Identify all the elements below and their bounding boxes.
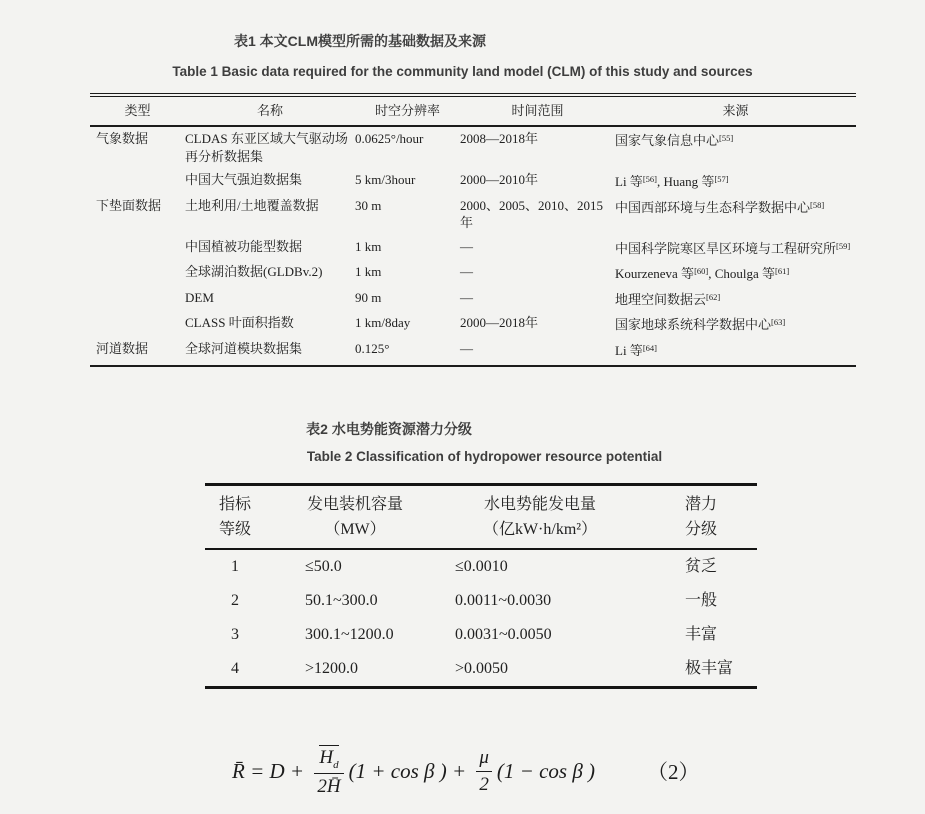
overline-hd: $H_d$ [319, 746, 339, 771]
table1-row [90, 194, 856, 235]
cell-resolution: 30 m [355, 197, 382, 213]
cell-period: 2000、2005、2010、2015年 [460, 197, 604, 230]
cell-resolution: 1 km [355, 238, 382, 254]
cell-grade: 丰富 [685, 626, 718, 643]
cell-period: — [460, 238, 473, 254]
table1-row [90, 126, 856, 168]
cell-grade: 贫乏 [685, 558, 718, 575]
table1-header-type: 类型 [90, 95, 185, 126]
table2-caption-zh: 表2 水电势能资源潜力分级 [306, 421, 472, 437]
cell-type [90, 235, 185, 261]
cell-resolution: 0.0625°/hour [355, 131, 424, 146]
table1-caption-en: Table 1 Basic data required for the community land model (CLM) of this study and sources [172, 64, 753, 79]
table1 [90, 93, 856, 367]
cell-capacity: 50.1~300.0 [305, 592, 378, 609]
table2-header-row [205, 485, 757, 550]
cell-type [90, 311, 185, 337]
cell-name: 全球河道模块数据集 [185, 337, 355, 367]
cell-resolution: 0.125° [355, 337, 460, 367]
cell-name: CLDAS 东亚区域大气驱动场再分析数据集 [185, 131, 348, 164]
cell-source: 国家地球系统科学数据中心[63] [615, 317, 786, 332]
table1-header-period: 时间范围 [460, 95, 615, 126]
equation-term2: (1 − cos β ) [496, 758, 596, 783]
cell-resolution: 90 m [355, 289, 382, 305]
cell-source: 中国西部环境与生态科学数据中心[58] [615, 199, 825, 215]
table2-header-level: 指标 等级 [205, 485, 265, 550]
table1-header-row [90, 95, 856, 126]
cell-name: 土地利用/土地覆盖数据 [185, 197, 319, 213]
equation-2 [232, 738, 700, 804]
cell-type [90, 168, 185, 194]
cell-source: 国家气象信息中心[55] [615, 133, 734, 148]
fraction-mu-over-2: $\frac{\mu}{2}$ [476, 747, 492, 795]
cell-resolution: 1 km [355, 264, 382, 279]
table1-row [90, 235, 856, 261]
cell-type [90, 286, 185, 312]
table1-row [90, 337, 856, 367]
table1-row [90, 260, 856, 286]
cell-generation: 0.0011~0.0030 [455, 592, 552, 609]
table1-caption-zh: 表1 本文CLM模型所需的基础数据及来源 [234, 33, 486, 49]
cell-name: 中国植被功能型数据 [185, 238, 303, 254]
cell-source: Li 等[64] [615, 337, 856, 367]
equation-lhs: R̄ = D + [232, 758, 310, 783]
cell-level: 1 [231, 558, 239, 575]
table1-row [90, 168, 856, 194]
cell-name: CLASS 叶面积指数 [185, 315, 294, 330]
cell-type: 河道数据 [90, 337, 185, 367]
equation-number: （2） [647, 760, 700, 784]
cell-source: 地理空间数据云[62] [615, 291, 721, 307]
cell-name: 全球湖泊数据(GLDBv.2) [185, 264, 323, 279]
fraction-hd-over-2h: $\frac{H_d}{2H̄}$ [314, 745, 343, 797]
equation-term1: (1 + cos β ) + [348, 758, 472, 783]
table1-header-source: 来源 [615, 95, 856, 126]
cell-level: 4 [205, 652, 265, 688]
cell-generation: >0.0050 [445, 652, 635, 688]
table2 [205, 483, 757, 689]
cell-source: Kourzeneva 等[60], Choulga 等[61] [615, 266, 790, 281]
cell-capacity: 300.1~1200.0 [305, 626, 394, 643]
table1-header-resolution: 时空分辨率 [355, 95, 460, 126]
cell-resolution: 5 km/3hour [355, 172, 416, 187]
cell-capacity: ≤50.0 [305, 558, 342, 575]
cell-capacity: >1200.0 [265, 652, 445, 688]
table1-row [90, 311, 856, 337]
table1-row [90, 286, 856, 312]
cell-source: 中国科学院寒区旱区环境与工程研究所[59] [615, 240, 851, 256]
table1-header-name: 名称 [185, 95, 355, 126]
table2-row [205, 652, 757, 688]
cell-level: 3 [231, 626, 239, 643]
cell-generation: 0.0031~0.0050 [455, 626, 552, 643]
table2-row [205, 584, 757, 618]
table2-row [205, 618, 757, 652]
cell-grade: 一般 [685, 592, 718, 609]
cell-period: — [460, 264, 473, 279]
cell-grade: 极丰富 [635, 652, 757, 688]
cell-type [90, 260, 185, 286]
cell-period: 2000—2018年 [460, 315, 539, 330]
cell-period: 2008—2018年 [460, 131, 539, 146]
cell-period: — [460, 337, 615, 367]
cell-type: 下垫面数据 [96, 197, 162, 213]
table2-row [205, 549, 757, 584]
cell-resolution: 1 km/8day [355, 315, 411, 330]
table2-caption-en: Table 2 Classification of hydropower resource potential [306, 449, 663, 464]
cell-source: Li 等[56], Huang 等[57] [615, 174, 729, 189]
cell-level: 2 [231, 592, 239, 609]
cell-name: 中国大气强迫数据集 [185, 172, 303, 187]
cell-period: — [460, 289, 473, 305]
cell-name: DEM [185, 289, 214, 305]
cell-type: 气象数据 [96, 131, 149, 146]
table2-header-grade: 潜力 分级 [635, 485, 757, 550]
table2-header-generation: 水电势能发电量 （亿kW·h/km²） [445, 485, 635, 550]
cell-generation: ≤0.0010 [455, 558, 508, 575]
table2-header-capacity: 发电装机容量 （MW） [265, 485, 445, 550]
cell-period: 2000—2010年 [460, 172, 539, 187]
